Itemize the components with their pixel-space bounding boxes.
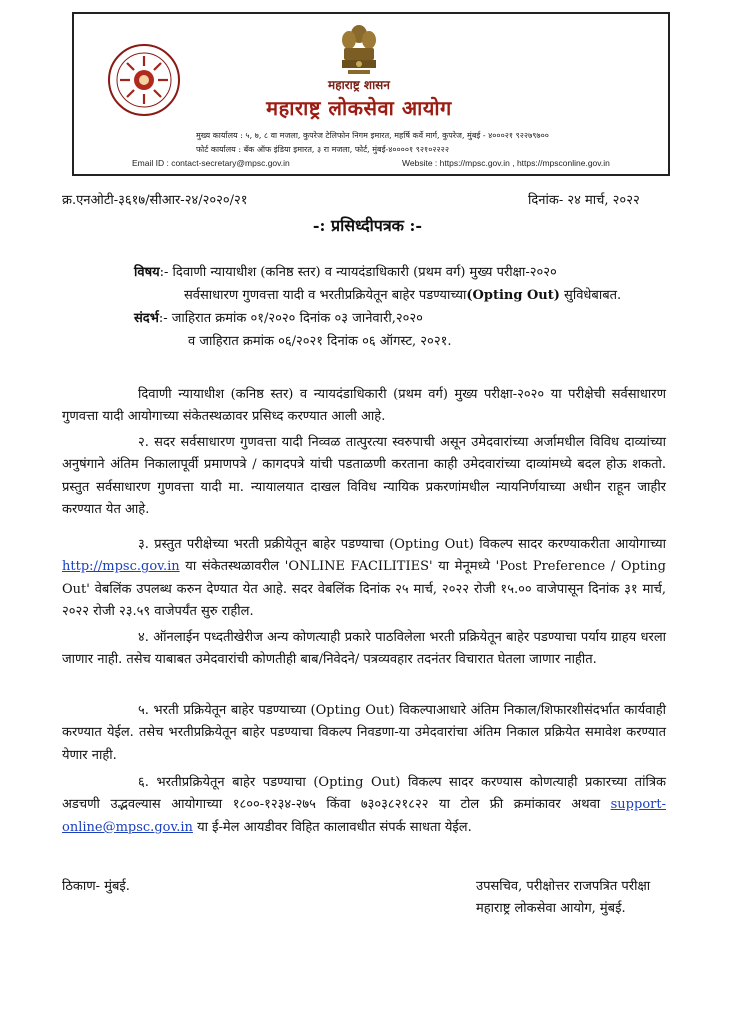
signatory-designation: उपसचिव, परीक्षोत्तर राजपत्रित परीक्षा <box>476 879 651 894</box>
paragraph-6-text-a: ६. भरतीप्रक्रियेतून बाहेर पडण्याचा (Opting Out) विकल्प सादर करण्यास कोणत्याही प्रकारच्या तांत्रिक अडचणी उद्भवल्यास आयोगाच्या १८००-१२३४-२७५ किंवा ७३०३८२१८२२ या टोल फ्री क्रमांकावर अथवा <box>62 775 666 813</box>
subject-label: विषय <box>134 265 160 280</box>
reference-line-2: व जाहिरात क्रमांक ०६/२०२१ दिनांक ०६ ऑगस्ट, २०२१. <box>188 334 452 349</box>
signatory-office: महाराष्ट्र लोकसेवा आयोग, मुंबई. <box>476 901 626 916</box>
paragraph-4: ४. ऑनलाईन पध्दतीखेरीज अन्य कोणत्याही प्रकारे पाठविलेला भरती प्रक्रियेतून बाहेर पडण्याचा पर्याय ग्राहय धरला जाणार नाही. तसेच याबाबत उमेदवारांची कोणतीही बाब/निवेदने/ पत्रव्यवहार तदनंतर विचारात घेतला जाणार नाहीत. <box>62 630 666 668</box>
contact-email[interactable]: Email ID : contact-secretary@mpsc.gov.in <box>132 158 290 168</box>
place: ठिकाण- मुंबई. <box>62 879 130 894</box>
national-emblem-icon <box>336 22 382 84</box>
letterhead <box>72 12 670 176</box>
paragraph-1: दिवाणी न्यायाधीश (कनिष्ठ स्तर) व न्यायदंडाधिकारी (प्रथम वर्ग) मुख्य परीक्षा-२०२० या परीक्षेची सर्वसाधारण गुणवत्ता यादी आयोगाच्या संकेतस्थळावर प्रसिध्द करण्यात आली आहे. <box>62 387 666 425</box>
website-links[interactable]: Website : https://mpsc.gov.in , https://mpsconline.gov.in <box>402 158 610 168</box>
paragraph-6-text-b: या ई-मेल आयडीवर विहित कालावधीत संपर्क साधता येईल. <box>192 819 472 835</box>
paragraph-2: २. सदर सर्वसाधारण गुणवत्ता यादी निव्वळ तात्पुरत्या स्वरुपाची असून उमेदवारांच्या अर्जामधील विविध दाव्यांच्या अनुषंगाने अंतिम निकालापूर्वी प्रमाणपत्रे / कागदपत्रे यांची पडताळणी करताना काही उमेदवारांच्या दाव्यांमध्ये बदल होऊ शकतो. प्रस्तुत सर्वसाधारण गुणवत्ता यादी मा. न्यायालयात दाखल विविध न्यायिक प्रकरणांमधील न्यायनिर्णयाच्या अधीन राहून जाहीर करण्यात येत आहे. <box>62 435 666 517</box>
mpsc-logo-icon <box>106 42 182 118</box>
subject-line-2 <box>184 285 621 303</box>
issue-date: दिनांक- २४ मार्च, २०२२ <box>528 193 640 208</box>
paragraph-3-text-b: या संकेतस्थळावरील 'ONLINE FACILITIES' या मेनूमध्ये 'Post Preference / Opting Out' वेबलिंक उपलब्ध करुन देण्यात येत आहे. सदर वेबलिंक दिनांक २५ मार्च, २०२२ रोजी १५.०० वाजेपासून दिनांक ३१ मार्च, २०२२ रोजी २३.५९ वाजेपर्यंत सुरु राहील. <box>62 559 666 619</box>
subject-text-3: सुविधेबाबत. <box>559 288 622 303</box>
main-office-address: मुख्य कार्यालय : ५, ७, ८ वा मजला, कुपरेज टेलिफोन निगम इमारत, महर्षि कर्वे मार्ग, कुपरेज, मुंबई - ४०००२१ ९२२७९७०० <box>196 131 549 140</box>
org-name: महाराष्ट्र लोकसेवा आयोग <box>266 96 452 120</box>
reference-line-1 <box>134 308 423 326</box>
paragraph-5: ५. भरती प्रक्रियेतून बाहेर पडण्याच्या (Opting Out) विकल्पाआधारे अंतिम निकाल/शिफारशीसंदर्भात कार्यवाही करण्यात येईल. तसेच भरतीप्रक्रियेतून बाहेर पडण्याचा विकल्प निवडणा-या उमेदवारांचा अंतिम निकाल प्रक्रियेत समावेश करण्यात येणार नाही. <box>62 703 666 763</box>
reference-number: क्र.एनओटी-३६१७/सीआर-२४/२०२०/२१ <box>62 193 248 208</box>
govt-name: महाराष्ट्र शासन <box>328 78 390 92</box>
support-email-link[interactable]: support-online@mpsc.gov.in <box>62 797 666 835</box>
subject-line-1 <box>134 262 557 280</box>
paragraph-3-text-a: ३. प्रस्तुत परीक्षेच्या भरती प्रक्रीयेतून बाहेर पडण्याचा (Opting Out) विकल्प सादर करण्याकरीता आयोगाच्या <box>138 537 666 552</box>
mpsc-website-link[interactable]: http://mpsc.gov.in <box>62 559 180 575</box>
subject-text-2: सर्वसाधारण गुणवत्ता यादी व भरतीप्रक्रियेतून बाहेर पडण्याच्या <box>184 288 467 303</box>
paragraph-6 <box>62 772 666 839</box>
subject-opting-out: (Opting Out) <box>466 288 560 303</box>
paragraph-3 <box>62 534 666 623</box>
reference-text-1: :- जाहिरात क्रमांक ०१/२०२० दिनांक ०३ जानेवारी,२०२० <box>158 311 423 326</box>
subject-text-1: :- दिवाणी न्यायाधीश (कनिष्ठ स्तर) व न्यायदंडाधिकारी (प्रथम वर्ग) मुख्य परीक्षा-२०२० <box>159 265 557 280</box>
reference-label: संदर्भ <box>134 311 159 326</box>
page-title: -: प्रसिध्दीपत्रक :- <box>312 216 423 235</box>
fort-office-address: फोर्ट कार्यालय : बँक ऑफ इंडिया इमारत, ३ रा मजला, फोर्ट, मुंबई-४००००१ ९२१०२२२२ <box>196 145 449 154</box>
